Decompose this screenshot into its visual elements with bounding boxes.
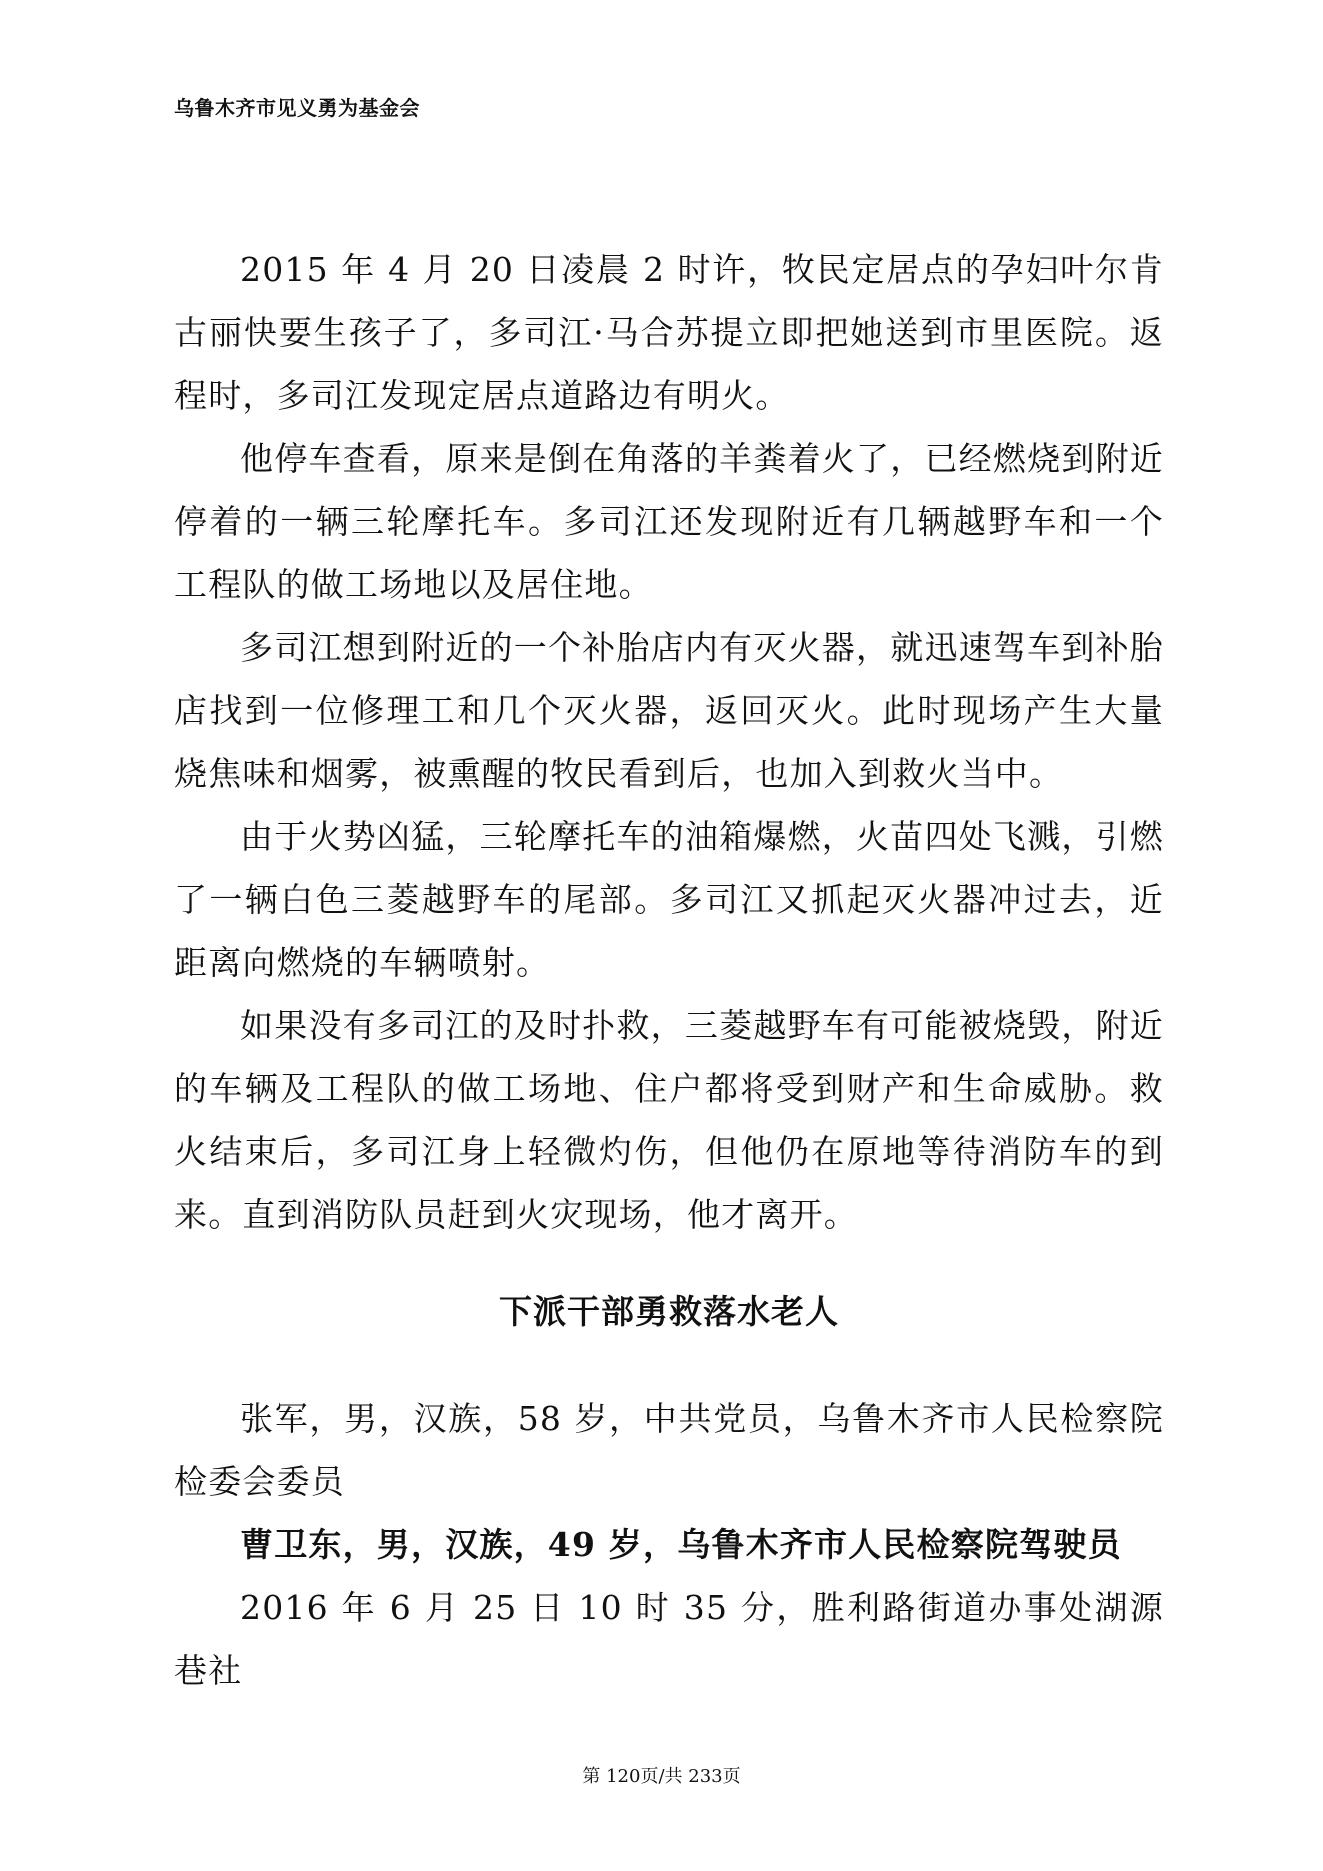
section-title: 下派干部勇救落水老人 [499,1292,839,1331]
document-body [174,238,1164,1702]
person2-description: 曹卫东，男，汉族，49 岁，乌鲁木齐市人民检察院驾驶员 [240,1525,1122,1564]
person1-description: 张军，男，汉族，58 岁，中共党员，乌鲁木齐市人民检察院检委会委员 [174,1399,1164,1501]
story1-paragraph-1: 2015 年 4 月 20 日凌晨 2 时许，牧民定居点的孕妇叶尔肯古丽快要生孩子了，多司江·马合苏提立即把她送到市里医院。返程时，多司江发现定居点道路边有明火。 [174,250,1164,415]
story1-paragraph-3: 多司江想到附近的一个补胎店内有灭火器，就迅速驾车到补胎店找到一位修理工和几个灭火器，返回灭火。此时现场产生大量烧焦味和烟雾，被熏醒的牧民看到后，也加入到救火当中。 [174,628,1164,793]
story1-paragraph-5: 如果没有多司江的及时扑救，三菱越野车有可能被烧毁，附近的车辆及工程队的做工场地、住户都将受到财产和生命威胁。救火结束后，多司江身上轻微灼伤，但他仍在原地等待消防车的到来。直到消防队员赶到火灾现场，他才离开。 [174,1006,1164,1234]
document-header: 乌鲁木齐市见义勇为基金会 [174,96,420,120]
story2-intro-paragraph: 2016 年 6 月 25 日 10 时 35 分，胜利路街道办事处湖源巷社 [174,1588,1164,1690]
page-footer: 第 120页/共 233页 [582,1766,741,1787]
story1-paragraph-2: 他停车查看，原来是倒在角落的羊粪着火了，已经燃烧到附近停着的一辆三轮摩托车。多司江还发现附近有几辆越野车和一个工程队的做工场地以及居住地。 [174,439,1164,604]
story1-paragraph-4: 由于火势凶猛，三轮摩托车的油箱爆燃，火苗四处飞溅，引燃了一辆白色三菱越野车的尾部。多司江又抓起灭火器冲过去，近距离向燃烧的车辆喷射。 [174,817,1164,982]
